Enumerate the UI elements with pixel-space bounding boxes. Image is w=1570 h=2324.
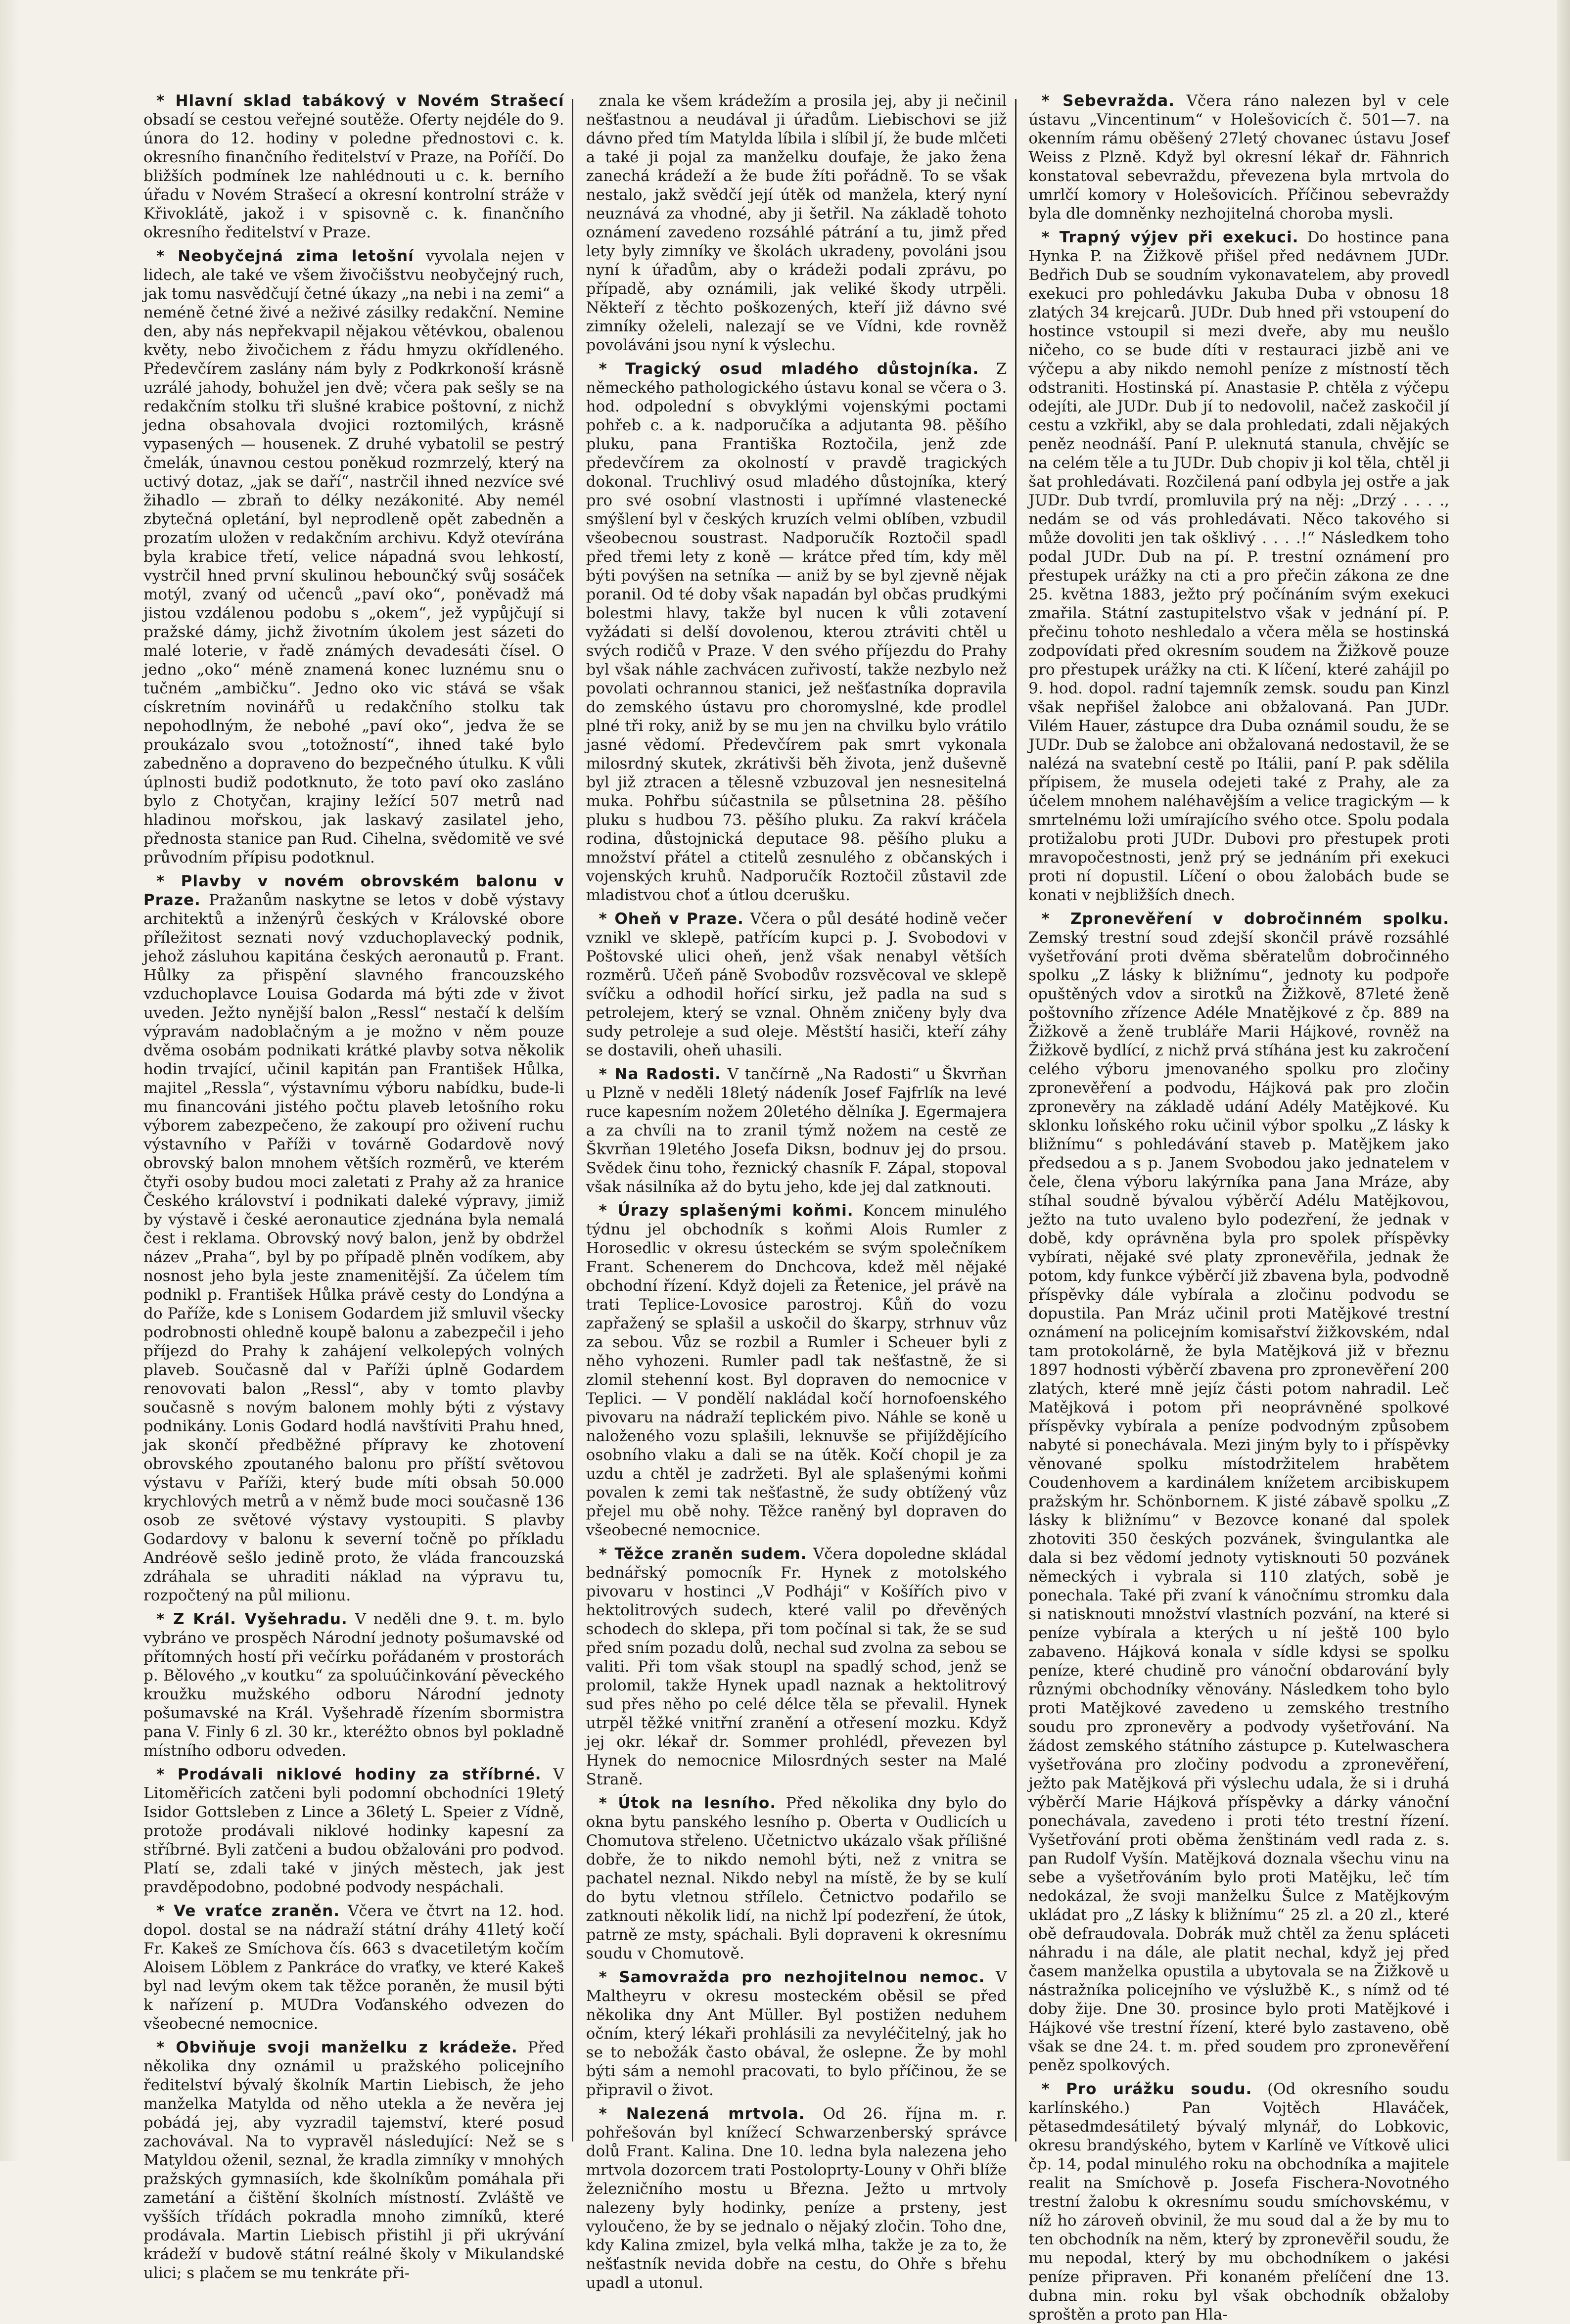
article	[143, 872, 564, 1605]
article-paragraph	[1028, 2080, 1449, 2324]
article-paragraph	[143, 1610, 564, 1760]
article-paragraph	[586, 1545, 1007, 1789]
article-body: Koncem minulého týdnu jel obchodník s koňmi Alois Rumler z Horosedlic v okresu ústeckém se svým společníkem Frant. Schenerem do Dnchcova, kdež měl nějaké obchodní řízení. Když dojeli za Řetenice, jel právě na trati Teplice-Lovosice parostroj. Kůň do vozu zapřažený se splašil a uskočil do škarpy, strhnuv vůz za sebou. Vůz se rozbil a Rumler i Scheuer byli z něho vyhozeni. Rumler padl tak nešťastně, že si zlomil stehenní kost. Byl dopraven do nemocnice v Teplici. — V pondělí nakládal kočí hornofoenského pivovaru na nádraží teplickém pivo. Náhle se koně u naloženého vozu splašili, leknuvše se přijíždějícího osobního vlaku a dali se na útěk. Kočí chopil je za uzdu a chtěl je zadržeti. Byl ale splašenými koňmi povalen k zemi tak nešťastně, že sudy obtížený vůz přejel mu obě nohy. Těžce raněný byl dopraven do všeobecné nemocnice.	[586, 1202, 1007, 1539]
article	[1028, 228, 1449, 905]
article	[143, 247, 564, 867]
article-heading: * Plavby v novém obrovském balonu v Praze.	[143, 872, 564, 909]
article-paragraph	[143, 1765, 564, 1897]
article-body: znala ke všem krádežím a prosila jej, aby ji nečinil nešťastnou a neudával ji úřadům. Liebischovi se již dávno před tím Matylda líbila i slíbil jí, že bude mlčeti a také ji pojal za manželku doufaje, že jako žena zanechá krádeží a že bude žíti pořádně. To se však nestalo, jakž svědčí její útěk od manžela, který nyní neuznává za vhodné, aby ji šetřil. Na základě tohoto oznámení zavedeno rozsáhlé pátrání a tu, jimž před lety byly zimníky ve školách ukradeny, povoláni jsou nyní k úřadům, aby o krádeži podali zprávu, po případě, aby oznámili, jak veliké škody utrpěli. Někteří z těchto poškozených, kteří již dávno své zimníky oželeli, nalezají se ve Vídni, kde rovněž povoláváni jsou nyní k výslechu.	[586, 92, 1007, 354]
article	[143, 2038, 564, 2282]
article-body: obsadí se cestou veřejné soutěže. Oferty nejdéle do 9. února do 12. hodiny v poledne přednostovi c. k. okresního finančního ředitelství v Praze, na Poříčí. Do bližších podmínek lze nahlédnouti u c. k. berního úřadu v Novém Strašecí a okresní kontrolní stráže v Křivoklátě, jakož i v spisovně c. k. finančního okresního ředitelství v Praze.	[143, 111, 564, 241]
article-heading: * Samovražda pro nezhojitelnou nemoc.	[599, 1968, 985, 1986]
page-edge-right	[1557, 0, 1570, 2161]
article	[143, 1610, 564, 1760]
article-body: vyvolala nejen v lidech, ale také ve všem živočišstvu neobyčejný ruch, jak tomu nasvědčují četné úkazy „na nebi i na zemi“ a neméně četné živé a neživé zásilky redakční. Nemine den, aby nás nepřekvapil nějakou větévkou, obalenou květy, nebo živočichem z řádu hmyzu okřídleného. Předevčírem zaslány nám byly z Podkrkonoší krásně uzrálé jahody, bohužel jen dvě; včera pak sešly se na redakčním stolku tři slušné krabice poštovní, z nichž jedna obsahovala dvojici roztomilých, krásně vypasených — housenek. Z druhé vybatolil se pestrý čmelák, únavnou cestou poněkud rozmrzelý, který na uctivý dotaz, „jak se daří“, nastrčil ihned nezvíce své žihadlo — zbraň to délky nezákonité. Aby nemél zbytečná opletání, byl neprodleně opět zabedněn a prozatím uložen v redakčním archivu. Když otevírána byla krabice třetí, velice nápadná svou lehkostí, vystrčil hned první skulinou hebounčký svůj sosáček motýl, zvaný od učenců „paví oko“, poněvadž má jistou vzdálenou podobu s „okem“, jež vypůjčují si pražské dámy, jichž životním úkolem jest sázeti do malé loterie, v řadě známých devadesáti čísel. O jedno „oko“ méně znamená konec luznému snu o tučném „ambičku“. Jedno oko vic stává se však cískretním novinářů u redakčního stolku tak nepohodlným, že nebohé „paví oko“, jedva že se proukázalo svou „totožností“, ihned také bylo zabedněno a dopraveno do bezpečného útulku. K vůli úplnosti budiž podotknuto, že toto paví oko zasláno bylo z Chotyčan, krajiny ležící 507 metrů nad hladinou mořskou, jak laskavý zasilatel jeho, přednosta stanice pan Rud. Cihelna, svědomitě ve své průvodním přípisu podotknul.	[143, 247, 564, 866]
article-heading: * Neobyčejná zima letošní	[156, 247, 414, 265]
article-paragraph	[586, 1968, 1007, 2099]
article-body: Před několika dny bylo do okna bytu panského lesního p. Oberta v Oudlicích u Chomutova střeleno. Učetnictvo ukázalo však přílišné dobře, že to nikdo nemohl býti, než z vnitra se pachatel neznal. Nikdo nebyl na místě, že by se kulí do bytu vletnou střílelo. Četnictvo podařilo se zatknouti několik lidí, na nichž lpí podezření, že útok, patrně ze msty, spáchali. Byli dopraveni k okresnímu soudu v Chomutově.	[586, 1794, 1007, 1962]
article-paragraph	[1028, 910, 1449, 2075]
article-heading: * Pro urážku soudu.	[1041, 2080, 1252, 2098]
article-paragraph	[586, 2104, 1007, 2292]
article-paragraph	[143, 247, 564, 867]
article-heading: * Úrazy splašenými koňmi.	[599, 1202, 854, 1220]
article	[586, 1201, 1007, 1540]
article-paragraph	[586, 1201, 1007, 1540]
article-body: Před několika dny oznámil u pražského policejního ředitelství bývalý školník Martin Liebisch, že jeho manželka Matylda od něho utekla a že nevěra jej pobádá jej, aby vyzradil tajemství, které posud zachovával. Na to vypravěl následující: Než se s Matyldou oženil, seznal, že kradla zimníky v mnohých pražských gymnasiích, kde školníkům pomáhala při zametání a čištění školních místností. Zvláště ve vyšších třídách pokradla mnoho zimníků, které prodávala. Martin Liebisch přistihl ji při ukrývání krádeží v budově státní reálné školy v Mikulandské ulici; s plačem se mu tenkráte při-	[143, 2039, 564, 2282]
article	[1028, 910, 1449, 2075]
article-paragraph	[586, 91, 1007, 355]
article-body: V Litoměřicích zatčeni byli podomní obchodníci 19letý Isidor Gottsleben z Lince a 36letý L. Speier z Vídně, protože prodávali niklové hodinky kapesní za stříbrné. Byli zatčeni a budou obžalováni pro podvod. Platí se, zdali také v jiných městech, jak jest pravděpodobno, podobné podvody nespáchali.	[143, 1766, 564, 1896]
article-heading: * Nalezená mrtvola.	[599, 2105, 805, 2123]
article	[586, 1545, 1007, 1789]
article-paragraph	[586, 910, 1007, 1060]
article-body: Od 26. října m. r. pohřešován byl knížecí Schwarzenberský správce dolů Frant. Kalina. Dne 10. ledna byla nalezena jeho mrtvola dozorcem trati Postoloprty-Louny v Ohři blíže železničního mostu u Března. Ježto u mrtvoly nalezeny byly hodinky, peníze a prsteny, jest vyloučeno, že by se jednalo o nějaký zločin. Toho dne, kdy Kalina zmizel, byla velká mlha, takže je za to, že nešťastník nevida dobře na cestu, do Ohře s břehu upadl a utonul.	[586, 2105, 1007, 2292]
article-heading: * Sebevražda.	[1041, 92, 1175, 110]
article-heading: * Ve vraťce zraněn.	[156, 1902, 340, 1920]
article-heading: * Zpronevěření v dobročinném spolku.	[1041, 910, 1449, 928]
article-body: Pražanům naskytne se letos v době výstavy architektů a inženýrů českých v Královské obore příležitost seznati nový vzduchoplavecký podnik, jehož zásluhou kapitána českých aeronautů p. Frant. Hůlky za přispění slavného francouzského vzduchoplavce Louisa Godarda má býti zde v život uveden. Ježto nynější balon „Ressl“ nestačí k delším výpravám nadoblačným a je možno v něm pouze dvěma osobám podnikati krátké plavby sotva několik hodin trvající, učinil kapitán pan František Hůlka, majitel „Ressla“, výstavnímu výboru nabídku, bude-li mu financováni jistého počtu plaveb letošního roku výborem zabezpečeno, že zakoupí pro oživení ruchu výstavního v Paříži v továrně Godardově nový obrovský balon mnohem větších rozměrů, ve kterém čtyři osoby budou moci zaletati z Prahy až za hranice Českého království i podnikati daleké výpravy, jimiž by výstavě i české aeronautice zjednána byla nemalá čest i reklama. Obrovský nový balon, jenž by obdržel název „Praha“, byl by po případě plněn vodíkem, aby nosnost jeho byla jeste znamenitější. Za účelem tím podnikl p. František Hůlka právě cesty do Londýna a do Paříže, kde s Lonisem Godardem již smluvil všecky podrobnosti ohledně koupě balonu a zabezpečil i jeho příjezd do Prahy k zahájení velkolepých volných plaveb. Současně dal v Paříži úplně Godardem renovovati balon „Ressl“, aby v tomto plavby současně s novým balonem mohly býti z výstavy podnikány. Lonis Godard hodlá navštíviti Prahu hned, jak skončí předběžné přípravy ke zhotovení obrovského zpoutaného balonu pro příští světovou výstavu v Paříži, který bude míti obsah 50.000 krychlových metrů a v němž bude moci současně 136 osob ze světové výstavy vystoupiti. S plavby Godardovy v balonu k severní točně po příkladu Andréově sešlo jedině proto, že vláda francouzská zdráhala se uhraditi náklad na výpravu tu, rozpočtený na půl milionu.	[143, 891, 564, 1604]
article-body: V Maltheyru v okresu mosteckém oběsil se před několika dny Ant Müller. Byl postižen neduhem očním, který lékaři prohlásili za nevyléčitelný, jak ho se to nebožák často obával, že oslepne. Že by mohl býti sám a nemohl pracovati, to bylo příčinou, že se připravil o život.	[586, 1968, 1007, 2099]
article-paragraph	[586, 1794, 1007, 1963]
article-body: (Od okresního soudu karlínského.) Pan Vojtěch Hlaváček, pětasedmdesátiletý bývalý mlynář, do Lobkovic, okresu brandýského, bytem v Karlíně ve Vítkově ulici čp. 14, podal minulého roku na obchodníka a majitele realit na Smíchově p. Josefa Fischera-Novotného trestní žalobu k okresnímu soudu smíchovskému, v níž ho zároveň obvinil, že mu soud dal a že by mu to ten obchodník na něm, který by zpronevěřil soudu, že mu nepodal, který by mu obchodníkem o jakési peníze připraven. Při konaném přelíčení dne 13. dubna min. roku byl však obchodník obžaloby sproštěn a proto pan Hla-	[1028, 2080, 1449, 2324]
article	[586, 2104, 1007, 2292]
article-heading: * Obviňuje svoji manželku z krádeže.	[156, 2039, 518, 2056]
article	[586, 910, 1007, 1060]
article-body: Včera ve čtvrt na 12. hod. dopol. dostal se na nádraží státní dráhy 41letý kočí Fr. Kakeš ze Smíchova čís. 663 s dvacetiletým kočím Aloisem Löblem z Pankráce do vraťky, ve které Kakeš byl nad levým okem tak těžce poraněn, že musil býti k nařízení p. MUDra Voďanského odvezen do všeobecné nemocnice.	[143, 1902, 564, 2033]
article	[586, 1794, 1007, 1963]
article	[586, 91, 1007, 355]
article-heading: * Prodávali niklové hodiny za stříbrné.	[156, 1766, 542, 1783]
page-edge-left	[0, 0, 20, 2161]
columns	[143, 91, 1449, 2324]
article	[1028, 2080, 1449, 2324]
article-heading: * Oheň v Praze.	[599, 910, 744, 928]
article-heading: * Trapný výjev při exekuci.	[1041, 228, 1298, 246]
article-paragraph	[143, 872, 564, 1605]
article-body: Do hostince pana Hynka P. na Žižkově přišel před nedávnem JUDr. Bedřich Dub se soudním vykonavatelem, aby provedl exekuci pro pohledávku Jakuba Duba v obnosu 18 zlatých 34 krejcarů. JUDr. Dub hned při vstoupení do hostince vstoupil si mezi dveře, aby mu neušlo ničeho, co se bude díti v restauraci jizbě ani ve výčepu a aby nikdo nemohl peníze z místností těch odstraniti. Hostinská pí. Anastasie P. chtěla z výčepu odejíti, ale JUDr. Dub jí to nedovolil, načež zaskočil jí cestu a vzkřikl, aby se dala prohledati, zdali nějakých peněz neodnáší. Paní P. uleknutá stanula, chvějíc se na celém těle a tu JUDr. Dub chopiv ji kol těla, chtěl ji šat prohledávati. Rozčilená paní odbyla jej ostře a jak JUDr. Dub tvrdí, promluvila prý na něj: „Drzý . . . ., nedám se od vás prohledávati. Něco takového si může dovoliti jen tak ošklivý . . . .!“ Následkem toho podal JUDr. Dub na pí. P. trestní oznámení pro přestupek urážky na cti a pro přečin zákona ze dne 25. května 1883, ježto prý počínáním svým exekuci zmařila. Státní zastupitelstvo však v jednání pí. P. přečinu tohoto neshledalo a včera měla se hostinská zodpovídati před okresním soudem na Žižkově pouze pro přestupek urážky na cti. K líčení, které zahájil po 9. hod. dopol. radní tajemník zemsk. soudu pan Kinzl však nepřišel žalobce ani obžalovaná. Pan JUDr. Vilém Hauer, zástupce dra Duba oznámil soudu, že se JUDr. Dub se žalobce ani obžalovaná nedostavil, že se nalézá na svatební cestě po Itálii, paní P. pak sdělila přípisem, že musela odejeti také z Prahy, ale za účelem mnohem naléhavějším a velice tragickým — k smrtelnému loži umírajícího svého otce. Spolu podala protižalobu proti JUDr. Dubovi pro přestupek proti mravopočestnosti, jenž prý se jednáním při exekuci proti ní dopustil. Líčení o obou žalobách bude se konati v nejbližších dnech.	[1028, 228, 1449, 904]
article-heading: * Hlavní sklad tabákový v Novém Strašecí	[156, 92, 564, 110]
article	[586, 1968, 1007, 2099]
article-paragraph	[1028, 228, 1449, 905]
column-3	[1028, 91, 1449, 2324]
article	[143, 91, 564, 242]
article-body: V neděli dne 9. t. m. bylo vybráno ve prospěch Národní jednoty pošumavské od přítomných hostí při večírku pořádaném v prostorách p. Bělového „v koutku“ za spoluúčinkování pěveckého kroužku mužského odboru Národní jednoty pošumavské na Král. Vyšehradě řízením sbormistra pana V. Finly 6 zl. 30 kr., kteréžto obnos byl pokladně místního odboru odveden.	[143, 1610, 564, 1760]
column-2	[586, 91, 1007, 2292]
article-body: Z německého pathologického ústavu konal se včera o 3. hod. odpolední s obvyklými vojenskými poctami pohřeb c. a k. nadporučíka a adjutanta 98. pěšího pluku, pana Františka Roztočila, jenž zde předevčírem za okolností v pravdě tragických dokonal. Truchlivý osud mladého důstojníka, který pro své osobní vlastnosti i upřímné vlastenecké smýšlení byl v českých kruzích velmi oblíben, vzbudil všeobecnou soustrast. Nadporučík Roztočil spadl před třemi lety z koně — krátce před tím, kdy měl býti povýšen na setníka — aniž by se byl zjevně nějak poranil. Od té doby však napadán byl občas prudkými bolestmi hlavy, takže byl nucen k vůli zotavení vyžádati si delší dovolenou, kterou ztráviti chtěl u svých rodičů v Praze. V den svého příjezdu do Prahy byl však náhle zachvácen zuřivostí, takže nezbylo než povolati ochrannou stanici, jež nešťastníka dopravila do zemského ústavu pro choromyslné, kde prodlel plné tři roky, aniž by se mu jen na chvilku bylo vrátilo jasné vědomí. Předevčírem pak smrt vykonala milosrdný skutek, zkrátivši běh života, jenž duševně byl již ztracen a tělesně vzbuzoval jen nesnesitelná muka. Pohřbu súčastnila se půlsetnina 28. pěšího pluku s hudbou 73. pěšího pluku. Za rakví kráčela rodina, důstojnická deputace 98. pěšího pluku a množství přátel a ctitelů zesnulého z občanských i vojenských kruhů. Nadporučík Roztočil zůstavil zde mladistvou choť a útlou dcerušku.	[586, 360, 1007, 904]
article-heading: * Z Král. Vyšehradu.	[156, 1610, 348, 1628]
article-paragraph	[586, 1065, 1007, 1196]
article-body: Včera ráno nalezen byl v cele ústavu „Vincentinum“ v Holešovicích č. 501—7. na okenním rámu oběšený 27letý chovanec ústavu Josef Weiss z Plzně. Když byl okresní lékař dr. Fähnrich konstatoval sebevraždu, převezena byla mrtvola do umrlčí komory v Holešovicích. Příčinou sebevraždy byla dle domněnky nezhojitelná choroba mysli.	[1028, 92, 1449, 223]
article-body: Včera o půl desáté hodině večer vznikl ve sklepě, patřícím kupci p. J. Svobodovi v Poštovské ulici oheň, jenž však nenabyl větších rozměrů. Učeň páně Svobodův rozsvěcoval ve sklepě svíčku a odhodil hořící sirku, jež padla na sud s petrolejem, který se vznal. Ohněm zničeny byly dva sudy petroleje a sud oleje. Městští hasiči, kteří záhy se dostavili, oheň uhasili.	[586, 910, 1007, 1059]
article	[586, 360, 1007, 905]
article	[143, 1902, 564, 2033]
article-body: Zemský trestní soud zdejší skončil právě rozsáhlé vyšetřování proti dvěma sběratelům dobročinného spolku „Z lásky k bližnímu“, jednoty ku podpoře opuštěných vdov a sirotků na Žižkově, 87leté ženě poštovního zřízence Adéle Mnatějkové z čp. 889 na Žižkově a ženě trubláře Marii Hájkové, rovněž na Žižkově bydlící, z nichž prvá stíhána jest ku zakročení celého výboru jmenovaného spolku pro zločiny zpronevěření a podvodu, Hájková pak pro zločin zpronevěry na základě udání Adély Matějkové. Ku sklonku loňského roku učinil výbor spolku „Z lásky k bližnímu“ s pohledávání staveb p. Matějkem jako předsedou a s p. Janem Svobodou jako jednatelem v čele, člena výboru lakýrníka pana Jana Mráze, aby stíhal soudně bývalou výběrčí Adélu Matějkovou, ježto na tuto uvaleno bylo podezření, že jednak v době, kdy oprávněna byla pro spolek příspěvky vybírati, nějaké své platy zpronevěřila, jednak že potom, kdy funkce výběrčí již zbavena byla, podvodně příspěvky dále vybírala a zločinu podvodu se dopustila. Pan Mráz učinil proti Matějkové trestní oznámení na policejním komisařství žižkovském, ndal tam protokolárně, že byla Matějková již v březnu 1897 hodnosti výběrčí zbavena pro zpronevěření 200 zlatých, které mně jejíz části potom nahradil. Leč Matějková i potom při neoprávněné spolkové příspěvky vybírala a peníze podvodným způsobem nabyté si ponechávala. Mezi jiným byly to i příspěvky věnované spolku místodržitelem hrabětem Coudenhovem a kardinálem knížetem arcibiskupem pražským hr. Schönbornem. K jisté zábavě spolku „Z lásky k bližnímu“ v Bezovce konané dal spolek zhotoviti 350 českých pozvánek, švingulantka ale dala si bez vědomí jednoty vytisknouti 50 pozvánek německých i vybrala si 110 zlatých, sobě je ponechala. Také při zvaní k vánočnímu stromku dala si natisknouti množství vlastních pozvání, na které si peníze vybírala a kterých u ní ještě 100 bylo zabaveno. Hájková konala v sídle kdysi se spolku peníze, které chudině pro vánoční obdarování byly různými obchodníky věnovány. Následkem toho bylo proti Matějkové zavedeno u zemského trestního soudu pro zpronevěry a podvody vyšetřování. Na žádost zemského státního zástupce p. Kutelwaschera vyšetřována pro zločiny podvodu a zpronevěření, ježto pak Matějková při výslechu udala, že si i druhá výběrčí Marie Hájková příspěvky a dárky vánoční ponechávala, zavedeno i proti této trestní řízení. Vyšetřování proti oběma ženštinám vedl rada z. s. pan Rudolf Vyšín. Matějková doznala všechu vinu na sebe a vyšetřováním bylo proti Matějku, leč tím nedokázal, že svoji manželku Šulce z Matějkovým ukládat pro „Z lásky k bližnímu“ 25 zl. a 20 zl., které obě defraudovala. Dobrák muž chtěl za ženu spláceti náhradu i na dále, ale platit nechal, když jej před časem manželka opustila a ubytovala se na Žižkově u nástražníka policejního ve výslužbě K., s nímž od té doby žije. Dne 30. prosince bylo proti Matějkové i Hájkové vše trestní řízení, které bylo zastaveno, obě však se dne 24. t. m. před soudem pro zpronevěření peněz spolkových.	[1028, 929, 1449, 2074]
article	[143, 1765, 564, 1897]
article-paragraph	[1028, 91, 1449, 223]
article-body: Včera dopoledne skládal bednářský pomocník Fr. Hynek z motolského pivovaru v hostinci „V Podháji“ v Košířích pivo v hektolitrových sudech, které valil po dřevěných schodech do sklepa, při tom počínal si tak, že se sud před sním pozadu dolů, nechal sud zvolna za sebou se valiti. Při tom však stoupl na spadlý schod, jenž se prolomil, takže Hynek upadl naznak a hektolitrový sud přes něho po celé délce těla se převalil. Hynek utrpěl těžké vnitřní zranění a otřesení mozku. Když jej okr. lékař dr. Sommer prohlédl, převezen byl Hynek do nemocnice Milosrdných sester na Malé Straně.	[586, 1545, 1007, 1788]
article-heading: * Těžce zraněn sudem.	[599, 1545, 807, 1563]
article-heading: * Tragický osud mladého důstojníka.	[599, 360, 979, 378]
article-body: V tančírně „Na Radosti“ u Škvrňan u Plzně v neděli 18letý nádeník Josef Fajfrlík na levé ruce kapesním nožem 20letého dělníka J. Egermajera a za chvíli na to zranil týmž nožem na cestě ze Škvrňan 19letého Josefa Diksn, bodnuv jej do prsou. Svědek činu toho, řeznický chasník F. Zápal, stopoval však násilníka až do bytu jeho, kde jej dal zatknouti.	[586, 1065, 1007, 1196]
article-heading: * Na Radosti.	[599, 1065, 721, 1083]
column-1	[143, 91, 564, 2282]
article-paragraph	[143, 91, 564, 242]
article-paragraph	[586, 360, 1007, 905]
article	[586, 1065, 1007, 1196]
article-paragraph	[143, 1902, 564, 2033]
article-heading: * Útok na lesního.	[599, 1794, 776, 1812]
article	[1028, 91, 1449, 223]
article-paragraph	[143, 2038, 564, 2282]
